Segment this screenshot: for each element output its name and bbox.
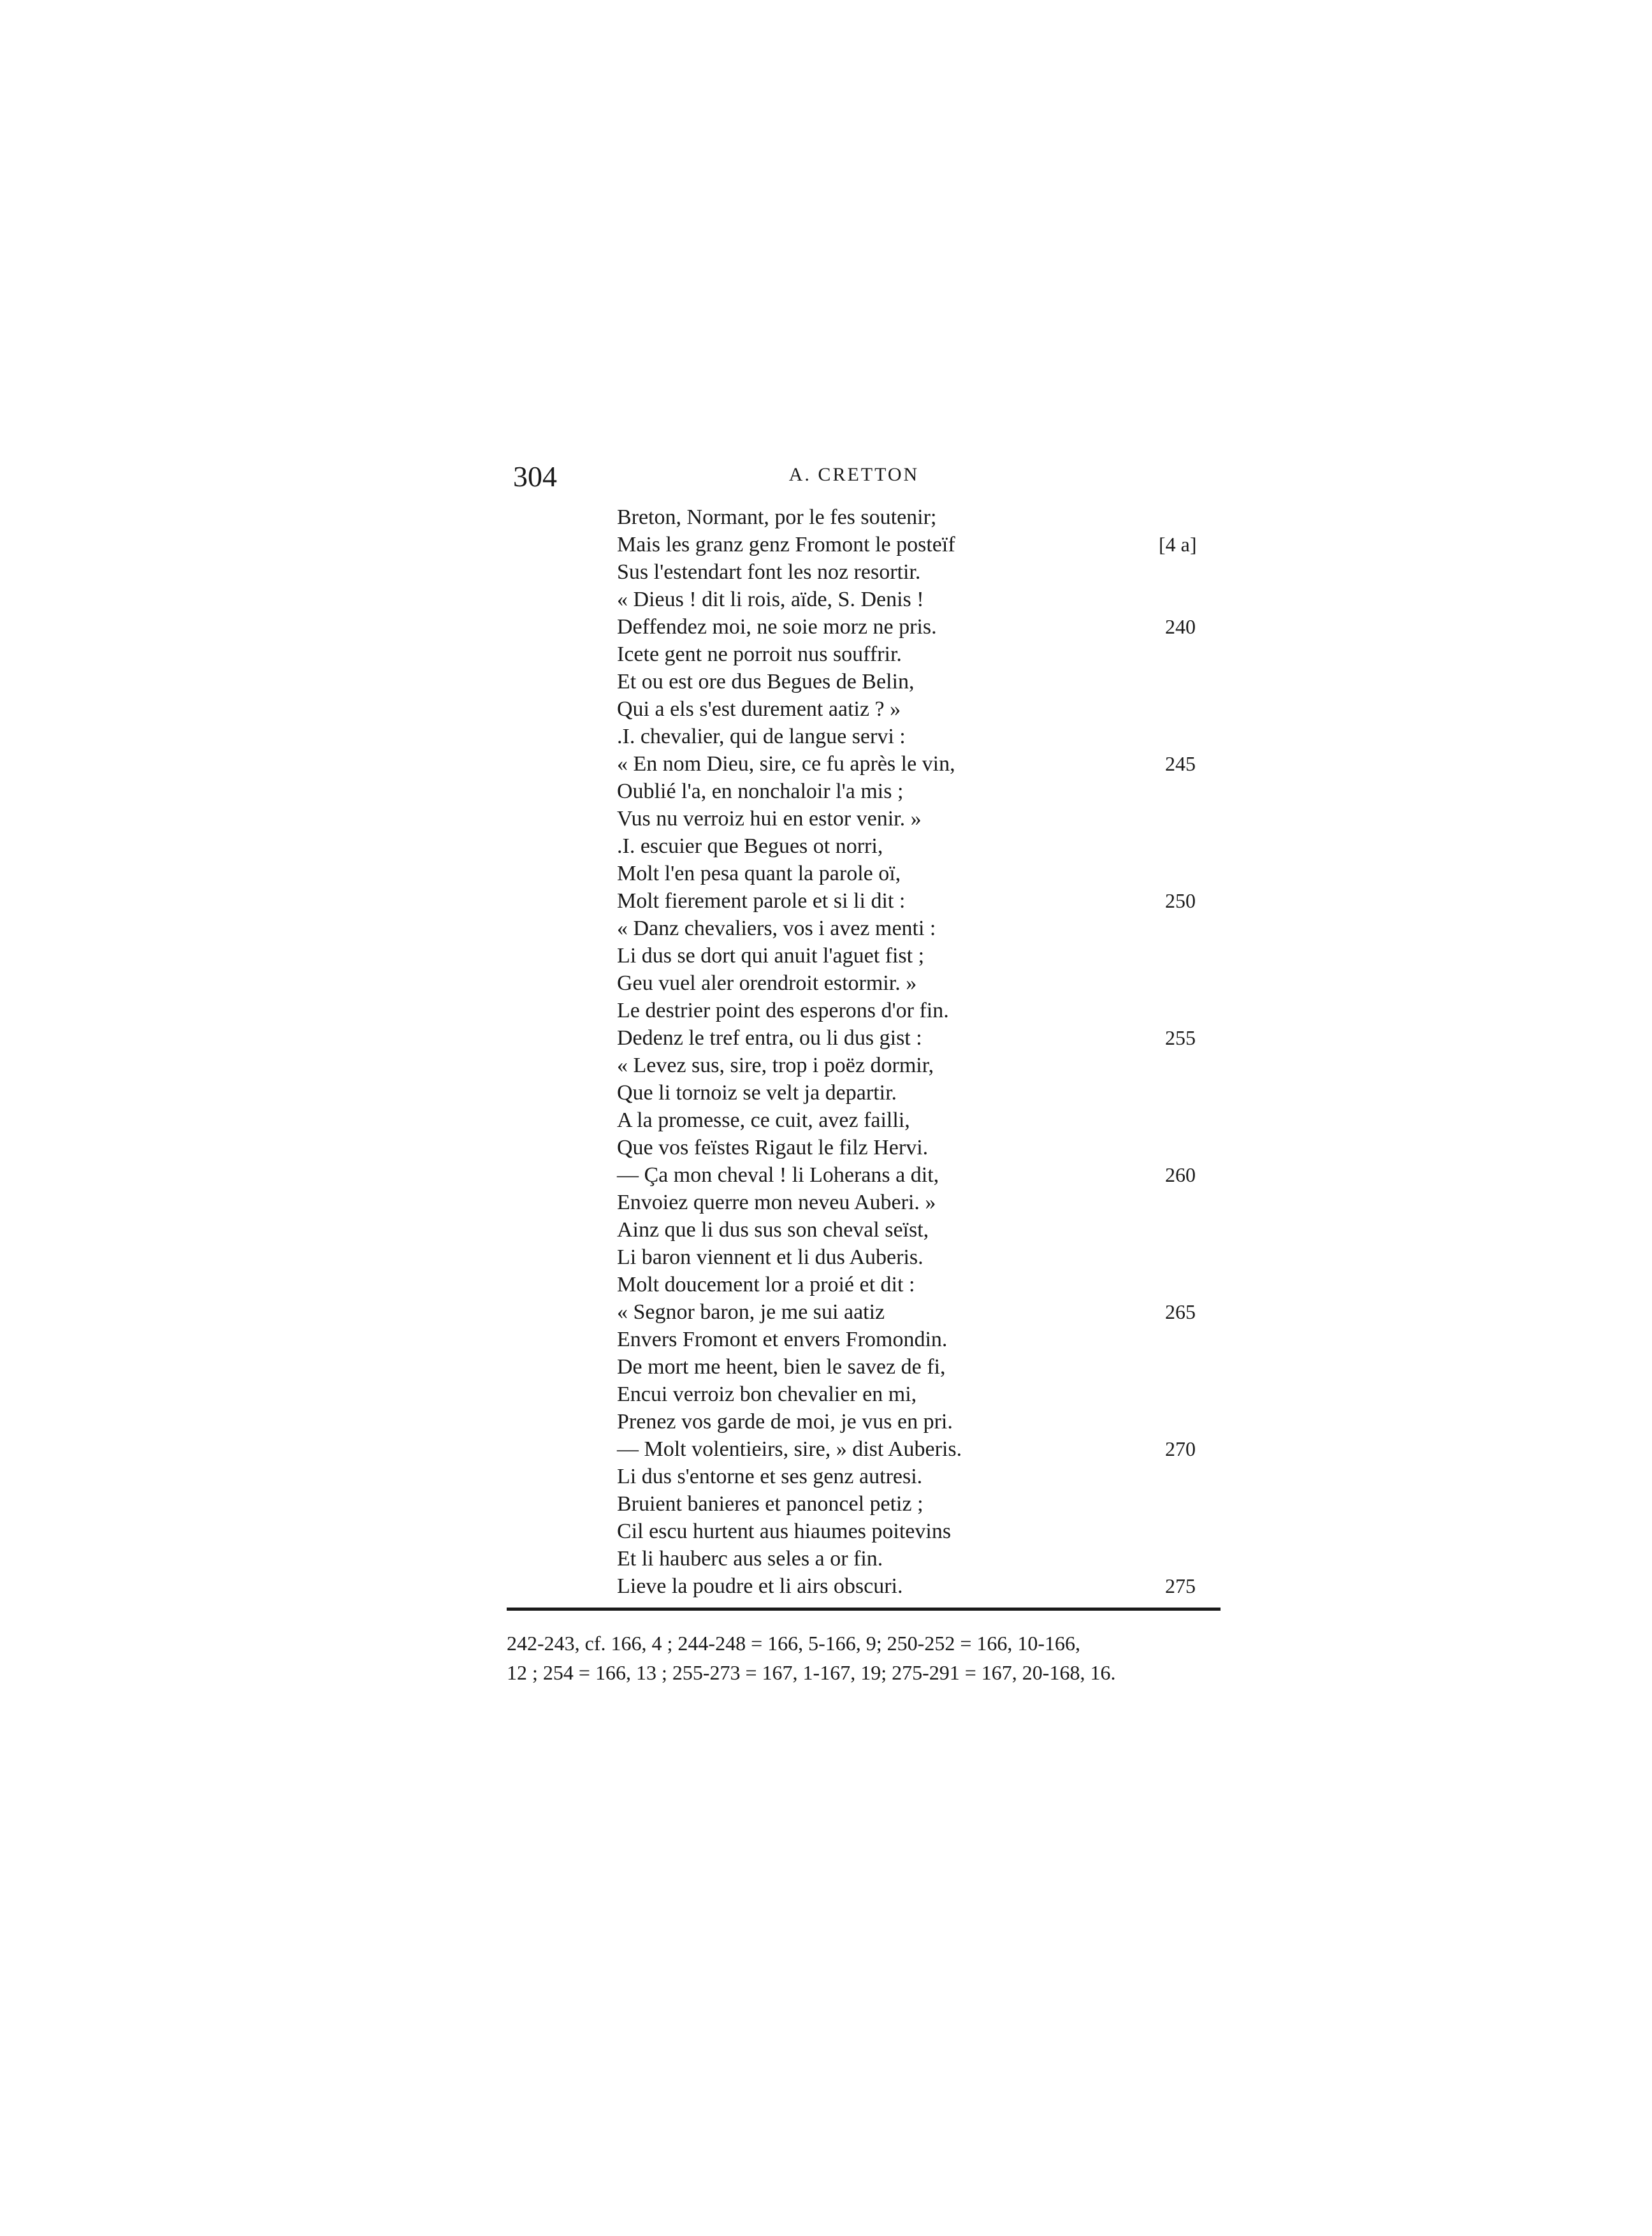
verse-text: Prenez vos garde de moi, je vus en pri. bbox=[617, 1410, 953, 1434]
verse-text: Ainz que li dus sus son cheval seïst, bbox=[617, 1218, 929, 1242]
verse-line bbox=[617, 531, 1222, 558]
poem-text bbox=[617, 504, 1222, 1600]
verse-text: Envoiez querre mon neveu Auberi. » bbox=[617, 1191, 936, 1214]
verse-text: Et li hauberc aus seles a or fin. bbox=[617, 1547, 883, 1571]
verse-text: « Segnor baron, je me sui aatiz bbox=[617, 1300, 885, 1324]
verse-text: Et ou est ore dus Begues de Belin, bbox=[617, 670, 915, 693]
verse-text: Que vos feïstes Rigaut le filz Hervi. bbox=[617, 1136, 929, 1159]
line-number: 245 bbox=[1165, 752, 1196, 775]
verse-line bbox=[617, 1271, 1222, 1298]
verse-text: .I. chevalier, qui de langue servi : bbox=[617, 725, 906, 748]
verse-line bbox=[617, 915, 1222, 942]
verse-text: Li dus s'entorne et ses genz autresi. bbox=[617, 1465, 923, 1488]
verse-line bbox=[617, 586, 1222, 613]
verse-line bbox=[617, 832, 1222, 860]
verse-text: Deffendez moi, ne soie morz ne pris. bbox=[617, 615, 937, 639]
verse-line bbox=[617, 1024, 1222, 1052]
verse-line bbox=[617, 695, 1222, 723]
verse-line bbox=[617, 1518, 1222, 1545]
verse-text: Oublié l'a, en nonchaloir l'a mis ; bbox=[617, 780, 904, 803]
verse-line bbox=[617, 1545, 1222, 1572]
line-number: 275 bbox=[1165, 1574, 1196, 1597]
line-number: 255 bbox=[1165, 1026, 1196, 1049]
verse-line bbox=[617, 1244, 1222, 1271]
verse-text: Cil escu hurtent aus hiaumes poitevins bbox=[617, 1520, 952, 1543]
line-number: 240 bbox=[1165, 615, 1196, 638]
verse-line bbox=[617, 1052, 1222, 1079]
verse-line bbox=[617, 1572, 1222, 1600]
verse-text: « Danz chevaliers, vos i avez menti : bbox=[617, 917, 936, 940]
verse-line bbox=[617, 969, 1222, 997]
page-number: 304 bbox=[513, 460, 557, 493]
verse-line bbox=[617, 1381, 1222, 1408]
verse-line bbox=[617, 613, 1222, 641]
verse-line bbox=[617, 1326, 1222, 1353]
verse-text: Dedenz le tref entra, ou li dus gist : bbox=[617, 1026, 922, 1050]
verse-text: Qui a els s'est durement aatiz ? » bbox=[617, 697, 901, 721]
verse-text: Molt l'en pesa quant la parole oï, bbox=[617, 862, 901, 885]
verse-text: Li baron viennent et li dus Auberis. bbox=[617, 1245, 924, 1269]
folio-reference: [4 a] bbox=[1159, 533, 1197, 556]
verse-line bbox=[617, 1107, 1222, 1134]
line-number: 250 bbox=[1165, 889, 1196, 912]
verse-text: Sus l'estendart font les noz resortir. bbox=[617, 560, 921, 584]
verse-line bbox=[617, 778, 1222, 805]
verse-line bbox=[617, 805, 1222, 832]
verse-text: Molt fierement parole et si li dit : bbox=[617, 889, 906, 913]
verse-text: Breton, Normant, por le fes soutenir; bbox=[617, 505, 937, 529]
verse-text: — Ça mon cheval ! li Loherans a dit, bbox=[617, 1163, 939, 1187]
footnote-line: 242-243, cf. 166, 4 ; 244-248 = 166, 5-166, 9; 250-252 = 166, 10-166, bbox=[507, 1632, 1081, 1655]
verse-line bbox=[617, 668, 1222, 695]
verse-line bbox=[617, 1189, 1222, 1216]
verse-text: .I. escuier que Begues ot norri, bbox=[617, 834, 883, 858]
line-number: 260 bbox=[1165, 1163, 1196, 1186]
verse-text: « Levez sus, sire, trop i poëz dormir, bbox=[617, 1054, 934, 1077]
verse-line bbox=[617, 1353, 1222, 1381]
verse-text: Icete gent ne porroit nus souffrir. bbox=[617, 642, 902, 666]
verse-line bbox=[617, 1134, 1222, 1161]
verse-text: Molt doucement lor a proié et dit : bbox=[617, 1273, 915, 1296]
line-number: 265 bbox=[1165, 1300, 1196, 1323]
verse-line bbox=[617, 942, 1222, 969]
verse-text: Vus nu verroiz hui en estor venir. » bbox=[617, 807, 922, 831]
verse-line bbox=[617, 723, 1222, 750]
verse-text: Bruient banieres et panoncel petiz ; bbox=[617, 1492, 924, 1516]
verse-line bbox=[617, 1435, 1222, 1463]
verse-text: — Molt volentieirs, sire, » dist Auberis. bbox=[617, 1437, 962, 1461]
footnote-divider bbox=[507, 1608, 1221, 1611]
verse-text: Lieve la poudre et li airs obscuri. bbox=[617, 1574, 903, 1598]
verse-line bbox=[617, 750, 1222, 778]
verse-line bbox=[617, 1079, 1222, 1107]
line-number: 270 bbox=[1165, 1437, 1196, 1460]
verse-text: « Dieus ! dit li rois, aïde, S. Denis ! bbox=[617, 588, 924, 611]
verse-text: Li dus se dort qui anuit l'aguet fist ; bbox=[617, 944, 925, 968]
verse-line bbox=[617, 641, 1222, 668]
verse-line bbox=[617, 504, 1222, 531]
verse-line bbox=[617, 1298, 1222, 1326]
verse-line bbox=[617, 887, 1222, 915]
verse-line bbox=[617, 558, 1222, 586]
verse-line bbox=[617, 1490, 1222, 1518]
verse-line bbox=[617, 1216, 1222, 1244]
verse-line bbox=[617, 997, 1222, 1024]
verse-line bbox=[617, 1161, 1222, 1189]
verse-text: De mort me heent, bien le savez de fi, bbox=[617, 1355, 946, 1379]
running-head: A. CRETTON bbox=[788, 464, 920, 485]
verse-text: Envers Fromont et envers Fromondin. bbox=[617, 1328, 948, 1351]
verse-text: Mais les granz genz Fromont le posteïf bbox=[617, 533, 955, 556]
verse-line bbox=[617, 860, 1222, 887]
verse-line bbox=[617, 1408, 1222, 1435]
footnote-line: 12 ; 254 = 166, 13 ; 255-273 = 167, 1-167, 19; 275-291 = 167, 20-168, 16. bbox=[507, 1661, 1116, 1684]
verse-text: Encui verroiz bon chevalier en mi, bbox=[617, 1383, 917, 1406]
verse-text: Geu vuel aler orendroit estormir. » bbox=[617, 971, 917, 995]
verse-text: A la promesse, ce cuit, avez failli, bbox=[617, 1108, 910, 1132]
verse-line bbox=[617, 1463, 1222, 1490]
verse-text: Le destrier point des esperons d'or fin. bbox=[617, 999, 949, 1022]
verse-text: « En nom Dieu, sire, ce fu après le vin, bbox=[617, 752, 955, 776]
verse-text: Que li tornoiz se velt ja departir. bbox=[617, 1081, 897, 1105]
footnotes bbox=[507, 1629, 1227, 1687]
